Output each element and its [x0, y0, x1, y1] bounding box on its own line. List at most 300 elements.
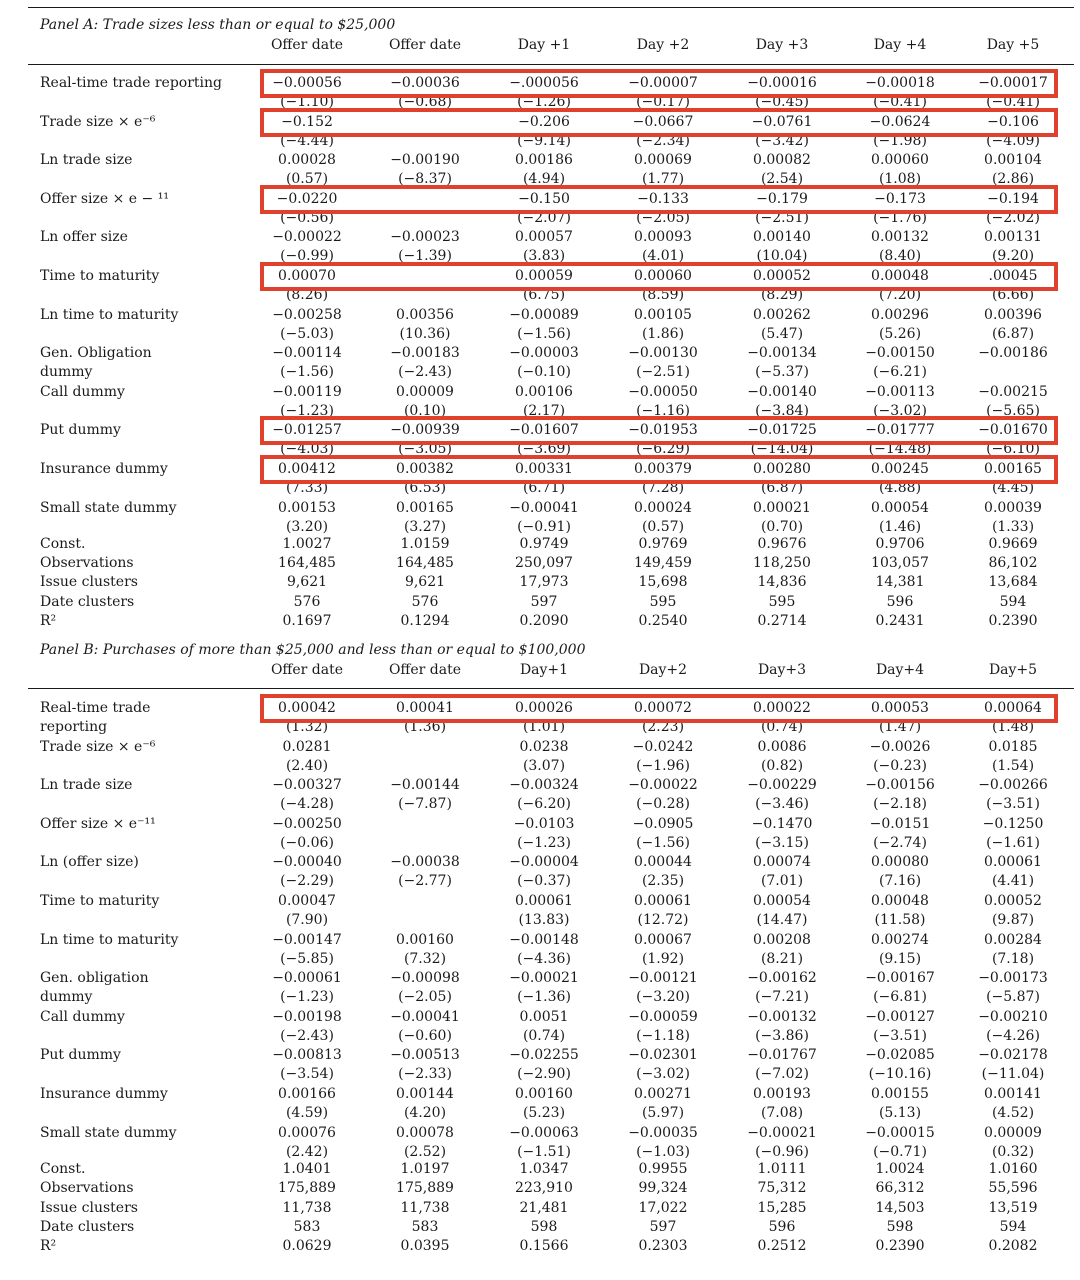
coefficient-cell: −0.00132 [747, 1008, 817, 1025]
row-label: Real-time trade [40, 700, 151, 716]
coefficient-cell: 0.00060 [871, 152, 929, 169]
t-stat-cell: (−3.86) [755, 1027, 809, 1044]
stat-value: 0.2090 [519, 612, 569, 629]
t-stat-cell: (−1.03) [636, 1143, 690, 1160]
coefficient-cell: −0.00215 [978, 383, 1048, 400]
column-header: Day+4 [875, 662, 925, 678]
row-label: Put dummy [40, 1047, 121, 1064]
coefficient-cell: 0.00296 [871, 306, 929, 323]
coefficient-cell: −0.00183 [390, 345, 460, 362]
t-stat-cell: (−2.07) [517, 209, 571, 226]
t-stat-cell: (−2.90) [517, 1066, 571, 1083]
stat-value: 164,485 [396, 555, 454, 572]
coefficient-cell: 0.00093 [634, 229, 692, 246]
row-label: Gen. obligation [40, 970, 149, 987]
row-label: Ln (offer size) [40, 854, 139, 871]
coefficient-cell: −0.00041 [390, 1008, 460, 1025]
coefficient-cell: 0.00193 [753, 1086, 811, 1102]
coefficient-cell: −0.00041 [509, 499, 579, 516]
t-stat-cell: (8.29) [760, 287, 804, 303]
coefficient-cell: −0.00021 [747, 1124, 817, 1141]
stat-value: 9,621 [404, 574, 446, 591]
t-stat-cell: (−2.43) [398, 364, 452, 381]
column-header: Day+1 [519, 662, 569, 678]
row-label: Call dummy [40, 383, 125, 400]
stat-value: 0.2714 [757, 612, 807, 629]
coefficient-cell: 0.00165 [984, 461, 1042, 477]
coefficient-cell: 0.00028 [278, 152, 336, 169]
stat-label: Issue clusters [40, 574, 138, 591]
row-label-continued: dummy [40, 989, 93, 1006]
header-rule [28, 688, 1074, 689]
coefficient-cell: −0.00150 [865, 345, 935, 362]
coefficient-cell: −0.01725 [747, 422, 817, 439]
coefficient-cell: −0.00210 [978, 1008, 1048, 1025]
t-stat-cell: (−0.41) [873, 94, 927, 110]
coefficient-cell: 0.00061 [515, 893, 573, 909]
t-stat-cell: (0.57) [285, 171, 329, 188]
t-stat-cell: (−3.02) [636, 1066, 690, 1083]
coefficient-cell: 0.00044 [634, 854, 692, 871]
stat-value: 0.2540 [638, 612, 688, 629]
coefficient-cell: 0.00054 [753, 893, 811, 909]
coefficient-cell: 0.00412 [278, 461, 336, 477]
coefficient-cell: −0.00114 [272, 345, 342, 362]
row-label: Trade size × e⁻⁶ [40, 113, 156, 130]
t-stat-cell: (−1.39) [398, 248, 452, 265]
coefficient-cell: −0.00036 [390, 75, 460, 91]
stat-value: 596 [886, 593, 914, 610]
stat-label: Issue clusters [40, 1199, 138, 1216]
t-stat-cell: (−6.20) [517, 796, 571, 813]
coefficient-cell: 0.00131 [984, 229, 1042, 246]
row-label: Small state dummy [40, 499, 177, 516]
coefficient-cell: −0.0026 [869, 738, 931, 755]
coefficient-cell: 0.00041 [396, 700, 454, 716]
coefficient-cell: −0.00022 [628, 777, 698, 794]
t-stat-cell: (1.08) [878, 171, 922, 188]
t-stat-cell: (−14.48) [868, 441, 932, 458]
coefficient-cell: −0.01257 [272, 422, 342, 439]
stat-value: 0.2390 [875, 1238, 925, 1255]
coefficient-cell: 0.00082 [753, 152, 811, 169]
coefficient-cell: −0.00059 [628, 1008, 698, 1025]
t-stat-cell: (2.23) [641, 719, 685, 735]
t-stat-cell: (−0.68) [398, 94, 452, 110]
t-stat-cell: (−3.46) [755, 796, 809, 813]
stat-value: 11,738 [282, 1199, 332, 1216]
t-stat-cell: (−1.23) [280, 402, 334, 419]
t-stat-cell: (0.74) [522, 1027, 566, 1044]
coefficient-cell: −0.206 [518, 113, 570, 130]
t-stat-cell: (5.47) [760, 325, 804, 342]
stat-value: 576 [293, 593, 321, 610]
t-stat-cell: (−0.37) [517, 873, 571, 890]
coefficient-cell: 0.00262 [753, 306, 811, 323]
t-stat-cell: (−2.05) [398, 989, 452, 1006]
t-stat-cell: (−6.29) [636, 441, 690, 458]
t-stat-cell: (−3.84) [755, 402, 809, 419]
coefficient-cell: 0.00052 [753, 268, 811, 284]
coefficient-cell: 0.00106 [515, 383, 573, 400]
coefficient-cell: −0.00148 [509, 931, 579, 948]
t-stat-cell: (1.48) [991, 719, 1035, 735]
row-label: Time to maturity [40, 268, 160, 284]
t-stat-cell: (2.40) [285, 757, 329, 774]
column-header: Day +1 [517, 37, 571, 53]
coefficient-cell: −0.00113 [865, 383, 935, 400]
coefficient-cell: −0.0103 [513, 815, 575, 832]
t-stat-cell: (−5.65) [986, 402, 1040, 419]
t-stat-cell: (−2.51) [636, 364, 690, 381]
stat-value: 0.2082 [988, 1238, 1038, 1255]
t-stat-cell: (7.33) [285, 480, 329, 496]
t-stat-cell: (−4.36) [517, 950, 571, 967]
coefficient-cell: 0.00379 [634, 461, 692, 477]
row-label: Small state dummy [40, 1124, 177, 1141]
t-stat-cell: (−14.04) [750, 441, 814, 458]
t-stat-cell: (−4.26) [986, 1027, 1040, 1044]
t-stat-cell: (4.88) [878, 480, 922, 496]
coefficient-cell: 0.00208 [753, 931, 811, 948]
coefficient-cell: 0.00165 [396, 499, 454, 516]
coefficient-cell: 0.00271 [634, 1086, 692, 1102]
stat-value: 576 [411, 593, 439, 610]
t-stat-cell: (−0.45) [755, 94, 809, 110]
t-stat-cell: (5.97) [641, 1105, 685, 1121]
coefficient-cell: 0.0086 [757, 738, 807, 755]
coefficient-cell: 0.0051 [519, 1008, 569, 1025]
coefficient-cell: −0.00007 [628, 75, 698, 91]
coefficient-cell: 0.00280 [753, 461, 811, 477]
coefficient-cell: −0.00016 [747, 75, 817, 91]
stat-label: R² [40, 612, 57, 629]
coefficient-cell: 0.00026 [515, 700, 573, 716]
t-stat-cell: (6.53) [403, 480, 447, 496]
coefficient-cell: −0.152 [281, 113, 333, 130]
t-stat-cell: (4.94) [522, 171, 566, 188]
row-label: Ln offer size [40, 229, 128, 246]
t-stat-cell: (−2.05) [636, 209, 690, 226]
stat-value: 11,738 [400, 1199, 450, 1216]
coefficient-cell: 0.00022 [753, 700, 811, 716]
coefficient-cell: 0.0238 [519, 738, 569, 755]
coefficient-cell: −0.00173 [978, 970, 1048, 987]
t-stat-cell: (8.59) [641, 287, 685, 303]
coefficient-cell: 0.00054 [871, 499, 929, 516]
coefficient-cell: −0.00324 [509, 777, 579, 794]
column-header: Day +2 [636, 37, 690, 53]
t-stat-cell: (−2.51) [755, 209, 809, 226]
t-stat-cell: (−8.37) [398, 171, 452, 188]
t-stat-cell: (14.47) [756, 912, 808, 928]
t-stat-cell: (−0.06) [280, 834, 334, 851]
stat-value: 595 [649, 593, 677, 610]
coefficient-cell: −0.01670 [978, 422, 1048, 439]
coefficient-cell: −0.0624 [869, 113, 931, 130]
stat-value: 1.0401 [282, 1161, 332, 1177]
coefficient-cell: −0.1250 [982, 815, 1044, 832]
t-stat-cell: (3.83) [522, 248, 566, 265]
stat-label: Observations [40, 1180, 134, 1197]
coefficient-cell: 0.00245 [871, 461, 929, 477]
stat-value: 0.0629 [282, 1238, 332, 1255]
t-stat-cell: (8.40) [878, 248, 922, 265]
stat-value: 13,519 [988, 1199, 1038, 1216]
t-stat-cell: (3.20) [285, 518, 329, 535]
coefficient-cell: −0.1470 [751, 815, 813, 832]
stat-value: 594 [999, 1218, 1027, 1235]
t-stat-cell: (0.10) [403, 402, 447, 419]
t-stat-cell: (−0.99) [280, 248, 334, 265]
stat-value: 86,102 [988, 555, 1038, 572]
t-stat-cell: (−4.03) [280, 441, 334, 458]
t-stat-cell: (6.87) [991, 325, 1035, 342]
stat-label: Date clusters [40, 593, 135, 610]
stat-value: 0.2303 [638, 1238, 688, 1255]
coefficient-cell: 0.00132 [871, 229, 929, 246]
column-header: Offer date [270, 662, 344, 678]
t-stat-cell: (−0.56) [280, 209, 334, 226]
stat-value: 118,250 [753, 555, 811, 572]
t-stat-cell: (3.27) [403, 518, 447, 535]
row-label: Ln time to maturity [40, 306, 179, 323]
t-stat-cell: (−0.60) [398, 1027, 452, 1044]
t-stat-cell: (7.16) [878, 873, 922, 890]
t-stat-cell: (12.72) [637, 912, 689, 928]
t-stat-cell: (−0.71) [873, 1143, 927, 1160]
stat-value: 0.0395 [400, 1238, 450, 1255]
t-stat-cell: (−0.96) [755, 1143, 809, 1160]
t-stat-cell: (2.54) [760, 171, 804, 188]
t-stat-cell: (−1.51) [517, 1143, 571, 1160]
column-header: Day +3 [755, 37, 809, 53]
t-stat-cell: (−3.20) [636, 989, 690, 1006]
coefficient-cell: 0.00080 [871, 854, 929, 871]
t-stat-cell: (−2.02) [986, 209, 1040, 226]
t-stat-cell: (0.32) [991, 1143, 1035, 1160]
stat-value: 0.9749 [519, 536, 569, 552]
coefficient-cell: −0.01777 [865, 422, 935, 439]
t-stat-cell: (4.01) [641, 248, 685, 265]
stat-value: 0.9676 [757, 536, 807, 552]
coefficient-cell: 0.00153 [278, 499, 336, 516]
t-stat-cell: (2.86) [991, 171, 1035, 188]
coefficient-cell: −0.00119 [272, 383, 342, 400]
stat-value: 14,836 [757, 574, 807, 591]
coefficient-cell: 0.00067 [634, 931, 692, 948]
t-stat-cell: (5.26) [878, 325, 922, 342]
coefficient-cell: 0.00057 [515, 229, 573, 246]
t-stat-cell: (7.90) [285, 912, 329, 928]
column-header: Offer date [388, 662, 462, 678]
stat-value: 594 [999, 593, 1027, 610]
row-label: Gen. Obligation [40, 345, 152, 362]
t-stat-cell: (−3.51) [873, 1027, 927, 1044]
t-stat-cell: (−3.54) [280, 1066, 334, 1083]
t-stat-cell: (−0.23) [873, 757, 927, 774]
t-stat-cell: (5.13) [878, 1105, 922, 1121]
t-stat-cell: (7.32) [403, 950, 447, 967]
coefficient-cell: 0.00160 [515, 1086, 573, 1102]
row-label: Ln trade size [40, 777, 133, 794]
coefficient-cell: −0.02178 [978, 1047, 1048, 1064]
t-stat-cell: (−1.56) [280, 364, 334, 381]
stat-value: 164,485 [278, 555, 336, 572]
coefficient-cell: −0.01953 [628, 422, 698, 439]
t-stat-cell: (−3.15) [755, 834, 809, 851]
coefficient-cell: 0.00104 [984, 152, 1042, 169]
stat-value: 598 [886, 1218, 914, 1235]
coefficient-cell: 0.00042 [278, 700, 336, 716]
stat-value: 0.2431 [875, 612, 925, 629]
coefficient-cell: −0.00121 [628, 970, 698, 987]
stat-value: 1.0024 [875, 1161, 925, 1177]
t-stat-cell: (0.70) [760, 518, 804, 535]
t-stat-cell: (−1.26) [517, 94, 571, 110]
coefficient-cell: −0.01607 [509, 422, 579, 439]
t-stat-cell: (−1.56) [517, 325, 571, 342]
t-stat-cell: (8.21) [760, 950, 804, 967]
t-stat-cell: (−2.43) [280, 1027, 334, 1044]
coefficient-cell: 0.00078 [396, 1124, 454, 1141]
stat-value: 75,312 [757, 1180, 807, 1197]
t-stat-cell: (−7.21) [755, 989, 809, 1006]
coefficient-cell: 0.00140 [753, 229, 811, 246]
stat-value: 250,097 [515, 555, 573, 572]
coefficient-cell: 0.00166 [278, 1086, 336, 1102]
t-stat-cell: (−1.36) [517, 989, 571, 1006]
t-stat-cell: (−7.87) [398, 796, 452, 813]
t-stat-cell: (−7.02) [755, 1066, 809, 1083]
coefficient-cell: −0.01767 [747, 1047, 817, 1064]
coefficient-cell: −.000056 [509, 75, 579, 91]
t-stat-cell: (−2.29) [280, 873, 334, 890]
coefficient-cell: 0.00284 [984, 931, 1042, 948]
coefficient-cell: −0.00056 [272, 75, 342, 91]
t-stat-cell: (−1.16) [636, 402, 690, 419]
coefficient-cell: −0.00327 [272, 777, 342, 794]
coefficient-cell: −0.179 [756, 190, 808, 207]
coefficient-cell: 0.00186 [515, 152, 573, 169]
t-stat-cell: (−5.03) [280, 325, 334, 342]
coefficient-cell: 0.00076 [278, 1124, 336, 1141]
row-label: Real-time trade reporting [40, 75, 222, 91]
stat-label: Observations [40, 555, 134, 572]
t-stat-cell: (−11.04) [981, 1066, 1045, 1083]
coefficient-cell: .00045 [988, 268, 1038, 284]
stat-value: 596 [768, 1218, 796, 1235]
coefficient-cell: −0.00813 [272, 1047, 342, 1064]
t-stat-cell: (4.45) [991, 480, 1035, 496]
coefficient-cell: −0.0905 [632, 815, 694, 832]
t-stat-cell: (−4.44) [280, 132, 334, 149]
coefficient-cell: −0.02255 [509, 1047, 579, 1064]
coefficient-cell: 0.00141 [984, 1086, 1042, 1102]
coefficient-cell: 0.00160 [396, 931, 454, 948]
row-label: Trade size × e⁻⁶ [40, 738, 156, 755]
t-stat-cell: (−1.23) [280, 989, 334, 1006]
coefficient-cell: −0.0220 [276, 190, 338, 207]
coefficient-cell: −0.00061 [272, 970, 342, 987]
t-stat-cell: (2.35) [641, 873, 685, 890]
coefficient-cell: −0.00003 [509, 345, 579, 362]
t-stat-cell: (−1.56) [636, 834, 690, 851]
coefficient-cell: −0.00229 [747, 777, 817, 794]
coefficient-cell: 0.00021 [753, 499, 811, 516]
stat-value: 14,503 [875, 1199, 925, 1216]
t-stat-cell: (6.71) [522, 480, 566, 496]
stat-value: 1.0027 [282, 536, 332, 552]
t-stat-cell: (3.07) [522, 757, 566, 774]
t-stat-cell: (−0.28) [636, 796, 690, 813]
coefficient-cell: 0.00009 [396, 383, 454, 400]
stat-value: 1.0160 [988, 1161, 1038, 1177]
stat-value: 595 [768, 593, 796, 610]
column-header: Day +5 [986, 37, 1040, 53]
t-stat-cell: (2.42) [285, 1143, 329, 1160]
coefficient-cell: 0.0185 [988, 738, 1038, 755]
t-stat-cell: (1.92) [641, 950, 685, 967]
stat-value: 0.9955 [638, 1161, 688, 1177]
coefficient-cell: −0.00127 [865, 1008, 935, 1025]
t-stat-cell: (−3.02) [873, 402, 927, 419]
coefficient-cell: −0.00130 [628, 345, 698, 362]
t-stat-cell: (−0.10) [517, 364, 571, 381]
stat-value: 597 [530, 593, 558, 610]
stat-label: Date clusters [40, 1218, 135, 1235]
coefficient-cell: −0.106 [987, 113, 1039, 130]
stat-value: 14,381 [875, 574, 925, 591]
stat-value: 0.2390 [988, 612, 1038, 629]
t-stat-cell: (−6.21) [873, 364, 927, 381]
coefficient-cell: −0.00038 [390, 854, 460, 871]
coefficient-cell: −0.0761 [751, 113, 813, 130]
coefficient-cell: −0.00266 [978, 777, 1048, 794]
stat-value: 1.0197 [400, 1161, 450, 1177]
t-stat-cell: (7.18) [991, 950, 1035, 967]
stat-value: 17,022 [638, 1199, 688, 1216]
coefficient-cell: −0.0242 [632, 738, 694, 755]
coefficient-cell: −0.00186 [978, 345, 1048, 362]
stat-value: 0.1294 [400, 612, 450, 629]
t-stat-cell: (4.52) [991, 1105, 1035, 1121]
coefficient-cell: −0.02301 [628, 1047, 698, 1064]
t-stat-cell: (−2.34) [636, 132, 690, 149]
row-label: Call dummy [40, 1008, 125, 1025]
t-stat-cell: (−2.77) [398, 873, 452, 890]
coefficient-cell: −0.00939 [390, 422, 460, 439]
t-stat-cell: (−5.37) [755, 364, 809, 381]
stat-value: 0.9769 [638, 536, 688, 552]
t-stat-cell: (−0.91) [517, 518, 571, 535]
stat-label: Const. [40, 536, 86, 552]
t-stat-cell: (−2.33) [398, 1066, 452, 1083]
coefficient-cell: −0.133 [637, 190, 689, 207]
t-stat-cell: (−6.10) [986, 441, 1040, 458]
t-stat-cell: (1.54) [991, 757, 1035, 774]
coefficient-cell: 0.00356 [396, 306, 454, 323]
coefficient-cell: −0.00017 [978, 75, 1048, 91]
t-stat-cell: (−1.96) [636, 757, 690, 774]
stat-value: 9,621 [286, 574, 328, 591]
coefficient-cell: −0.00018 [865, 75, 935, 91]
t-stat-cell: (13.83) [518, 912, 570, 928]
row-label: Time to maturity [40, 893, 160, 909]
coefficient-cell: −0.0667 [632, 113, 694, 130]
coefficient-cell: −0.00513 [390, 1047, 460, 1064]
coefficient-cell: 0.00274 [871, 931, 929, 948]
